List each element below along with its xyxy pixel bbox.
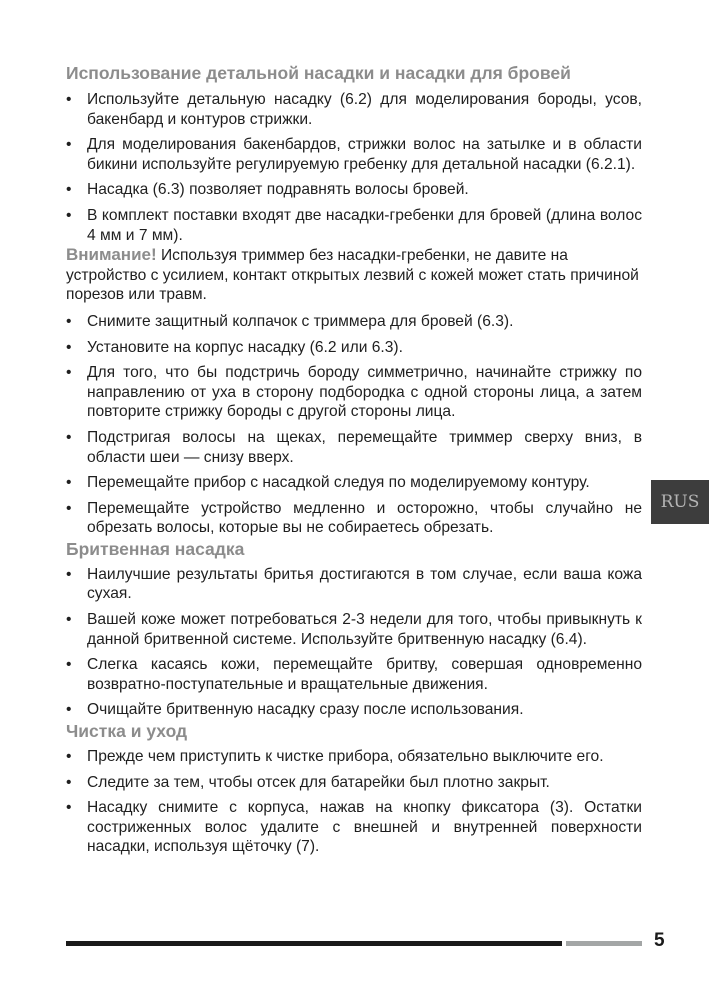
section-title-shaver-attachment: Бритвенная насадка <box>66 538 245 559</box>
language-tab: RUS <box>651 480 709 524</box>
warning-label: Внимание! <box>66 245 157 265</box>
list-item: • Прежде чем приступить к чистке прибора, обязательно выключите его. <box>66 747 642 767</box>
list-item: • Следите за тем, чтобы отсек для батарейки был плотно закрыт. <box>66 773 642 793</box>
list-item: • Очищайте бритвенную насадку сразу после использования. <box>66 700 642 720</box>
page-content <box>66 62 642 863</box>
section-title-detail-attachment: Использование детальной насадки и насадки для бровей <box>66 63 571 83</box>
list-item: • В комплект поставки входят две насадки-гребенки для бровей (длина волос 4 мм и 7 мм). <box>66 206 642 245</box>
list-item: • Перемещайте прибор с насадкой следуя по моделируемому контуру. <box>66 473 642 493</box>
list-item: • Подстригая волосы на щеках, перемещайте триммер сверху вниз, в области шеи — снизу вверх. <box>66 428 642 467</box>
list-item: • Насадку снимите с корпуса, нажав на кнопку фиксатора (3). Остатки состриженных волос удалите с внешней и внутренней поверхности насадки, используя щёточку (7). <box>66 798 642 857</box>
list-item: • Для моделирования бакенбардов, стрижки волос на затылке и в области бикини используйте регулируемую гребенку для детальной насадки (6.2.1). <box>66 135 642 174</box>
list-item: • Используйте детальную насадку (6.2) для моделирования бороды, усов, бакенбард и контуров стрижки. <box>66 90 642 129</box>
list-item: • Слегка касаясь кожи, перемещайте бритву, совершая одновременно возвратно-поступательные и вращательные движения. <box>66 655 642 694</box>
warning-note <box>66 245 642 305</box>
list-item: • Вашей коже может потребоваться 2-3 недели для того, чтобы привыкнуть к данной бритвенной системе. Используйте бритвенную насадку (6.4). <box>66 610 642 649</box>
warning-text: Используя триммер без насадки-гребенки, не давите на устройство с усилием, контакт открытых лезвий с кожей может стать причиной порезов или травм. <box>66 247 639 304</box>
page-number: 5 <box>654 930 665 951</box>
list-item: • Перемещайте устройство медленно и осторожно, чтобы случайно не обрезать волосы, которые вы не собираетесь обрезать. <box>66 499 642 538</box>
list-item: • Снимите защитный колпачок с триммера для бровей (6.3). <box>66 312 642 332</box>
cleaning-list <box>66 747 642 857</box>
list-item: • Наилучшие результаты бритья достигаются в том случае, если ваша кожа сухая. <box>66 565 642 604</box>
section-title-cleaning: Чистка и уход <box>66 721 188 742</box>
detail-attachment-list <box>66 90 642 245</box>
list-item: • Насадка (6.3) позволяет подравнять волосы бровей. <box>66 180 642 200</box>
trimming-steps-list <box>66 312 642 538</box>
footer-rule-gray <box>566 941 642 946</box>
footer-rule-dark <box>66 941 562 946</box>
list-item: • Для того, что бы подстричь бороду симметрично, начинайте стрижку по направлению от уха в сторону подбородка с одной стороны лица, а затем повторите стрижку бороды с другой стороны лица. <box>66 363 642 422</box>
shaver-attachment-list <box>66 565 642 720</box>
list-item: • Установите на корпус насадку (6.2 или 6.3). <box>66 338 642 358</box>
